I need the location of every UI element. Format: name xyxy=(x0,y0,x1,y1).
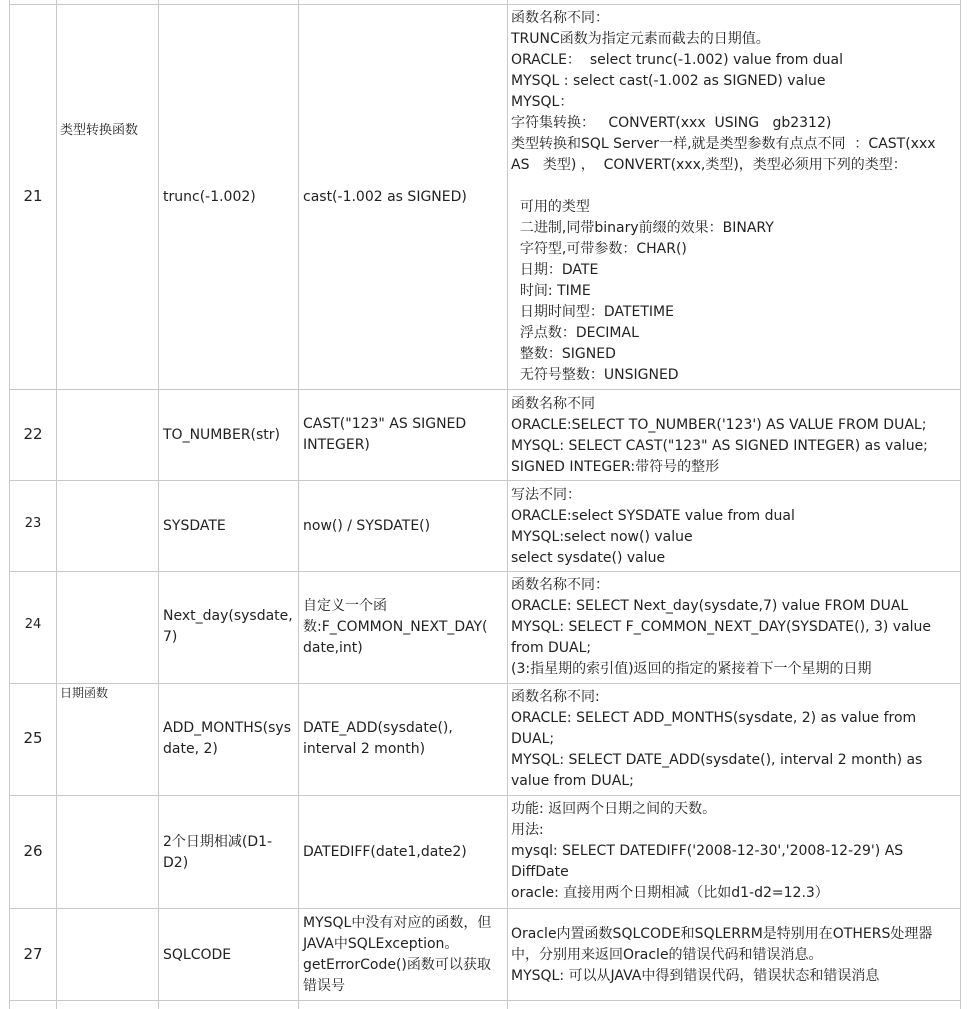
row-divider xyxy=(9,795,961,796)
note-line: 日期：DATE xyxy=(511,262,599,278)
note-line: MYSQL:select now() value xyxy=(511,529,693,545)
oracle-function: ADD_MONTHS(sys date, 2) xyxy=(163,720,292,757)
row-number: 26 xyxy=(23,842,43,860)
row-number: 27 xyxy=(23,945,43,963)
row-divider xyxy=(9,389,961,390)
row-number: 23 xyxy=(24,516,42,531)
note-line: DiffDate xyxy=(511,864,569,880)
note-line: 整数：SIGNED xyxy=(511,346,616,362)
row-number: 22 xyxy=(23,425,43,443)
note-line: 功能: 返回两个日期之间的天数。 xyxy=(511,801,717,817)
oracle-function: trunc(-1.002) xyxy=(163,189,256,205)
note-line: value from DUAL; xyxy=(511,773,634,789)
column-divider xyxy=(158,0,159,1009)
column-divider xyxy=(507,0,508,1009)
row-number: 24 xyxy=(24,617,42,632)
note-line: 无符号整数：UNSIGNED xyxy=(511,367,679,383)
row-divider xyxy=(9,908,961,909)
row-divider xyxy=(9,571,961,572)
note-line: (3:指星期的索引值)返回的指定的紧接着下一个星期的日期 xyxy=(511,661,872,677)
note-line: 可用的类型 xyxy=(511,199,590,215)
note-line: 用法: xyxy=(511,822,544,838)
note-line: mysql: SELECT DATEDIFF('2008-12-30','2008-12-29') AS xyxy=(511,843,904,859)
column-divider xyxy=(56,0,57,1009)
note-line: MYSQL: SELECT CAST("123" AS SIGNED INTEGER) as value; xyxy=(511,438,928,454)
note-line: MYSQL: SELECT F_COMMON_NEXT_DAY(SYSDATE(), 3) value xyxy=(511,619,932,635)
note-line: 浮点数：DECIMAL xyxy=(511,325,639,341)
column-divider xyxy=(298,0,299,1009)
note-line: 函数名称不同： xyxy=(511,577,609,593)
note-line: 中，分别用来返回Oracle的错误代码和错误消息。 xyxy=(511,947,823,963)
note-line: Oracle内置函数SQLCODE和SQLERRM是特别用在OTHERS处理器 xyxy=(511,926,933,942)
note-line: ORACLE:select SYSDATE value from dual xyxy=(511,508,795,524)
row-number: 25 xyxy=(23,729,43,747)
note-line: 函数名称不同: xyxy=(511,689,600,705)
category-label: 日期函数 xyxy=(60,686,109,700)
note-line: 日期时间型：DATETIME xyxy=(511,304,674,320)
category-label: 类型转换函数 xyxy=(60,123,139,138)
mysql-function: DATE_ADD(sysdate(), interval 2 month) xyxy=(303,720,453,757)
row-number: 21 xyxy=(23,187,43,205)
note-line: SIGNED INTEGER:带符号的整形 xyxy=(511,459,720,475)
note-line: 字符型,可带参数：CHAR() xyxy=(511,241,687,257)
mysql-function: 自定义一个函 数:F_COMMON_NEXT_DAY( date,int) xyxy=(303,598,488,656)
note-line: DUAL; xyxy=(511,731,555,747)
note-line: MYSQL： xyxy=(511,94,574,110)
row-divider xyxy=(9,480,961,481)
note-line: ORACLE:SELECT TO_NUMBER('123') AS VALUE FROM DUAL; xyxy=(511,417,927,433)
note-line: 二进制,同带binary前缀的效果：BINARY xyxy=(511,220,774,236)
oracle-function: 2个日期相减(D1- D2) xyxy=(163,834,273,871)
note-line: 时间: TIME xyxy=(511,283,591,299)
note-line: MYSQL: SELECT DATE_ADD(sysdate(), interval 2 month) as xyxy=(511,752,923,768)
note-line: 字符集转换： CONVERT(xxx USING gb2312) xyxy=(511,115,832,131)
note-line: oracle: 直接用两个日期相减（比如d1-d2=12.3） xyxy=(511,885,829,901)
note-line: 函数名称不同 xyxy=(511,396,595,412)
mysql-function: CAST("123" AS SIGNED INTEGER) xyxy=(303,416,467,453)
note-line: 类型转换和SQL Server一样,就是类型参数有点点不同 ：CAST(xxx xyxy=(511,136,936,152)
note-line: 函数名称不同： xyxy=(511,10,609,26)
mysql-function: MYSQL中没有对应的函数，但 JAVA中SQLException。 getErrorCode()函数可以获取 错误号 xyxy=(303,915,492,994)
note-line: ORACLE： select trunc(-1.002) value from dual xyxy=(511,52,844,68)
oracle-function: SQLCODE xyxy=(163,947,232,963)
row-divider xyxy=(9,1000,961,1001)
mysql-function: cast(-1.002 as SIGNED) xyxy=(303,189,467,205)
oracle-function: TO_NUMBER(str) xyxy=(163,427,281,443)
note-line: 写法不同： xyxy=(511,487,581,503)
note-line: TRUNC函数为指定元素而截去的日期值。 xyxy=(511,31,770,47)
note-line: ORACLE: SELECT ADD_MONTHS(sysdate, 2) as value from xyxy=(511,710,917,726)
note-line: select sysdate() value xyxy=(511,550,666,566)
note-line: AS 类型) ， CONVERT(xxx,类型)，类型必须用下列的类型： xyxy=(511,157,907,173)
note-line: ORACLE: SELECT Next_day(sysdate,7) value FROM DUAL xyxy=(511,598,909,614)
column-divider xyxy=(960,0,961,1009)
row-divider xyxy=(9,4,961,5)
note-line: from DUAL; xyxy=(511,640,592,656)
row-divider xyxy=(9,683,961,684)
note-line: MYSQL: 可以从JAVA中得到错误代码，错误状态和错误消息 xyxy=(511,968,880,984)
note-line: MYSQL : select cast(-1.002 as SIGNED) value xyxy=(511,73,826,89)
mysql-function: now() / SYSDATE() xyxy=(303,518,431,534)
oracle-function: Next_day(sysdate, 7) xyxy=(163,608,293,645)
oracle-function: SYSDATE xyxy=(163,518,226,534)
mysql-function: DATEDIFF(date1,date2) xyxy=(303,844,467,860)
